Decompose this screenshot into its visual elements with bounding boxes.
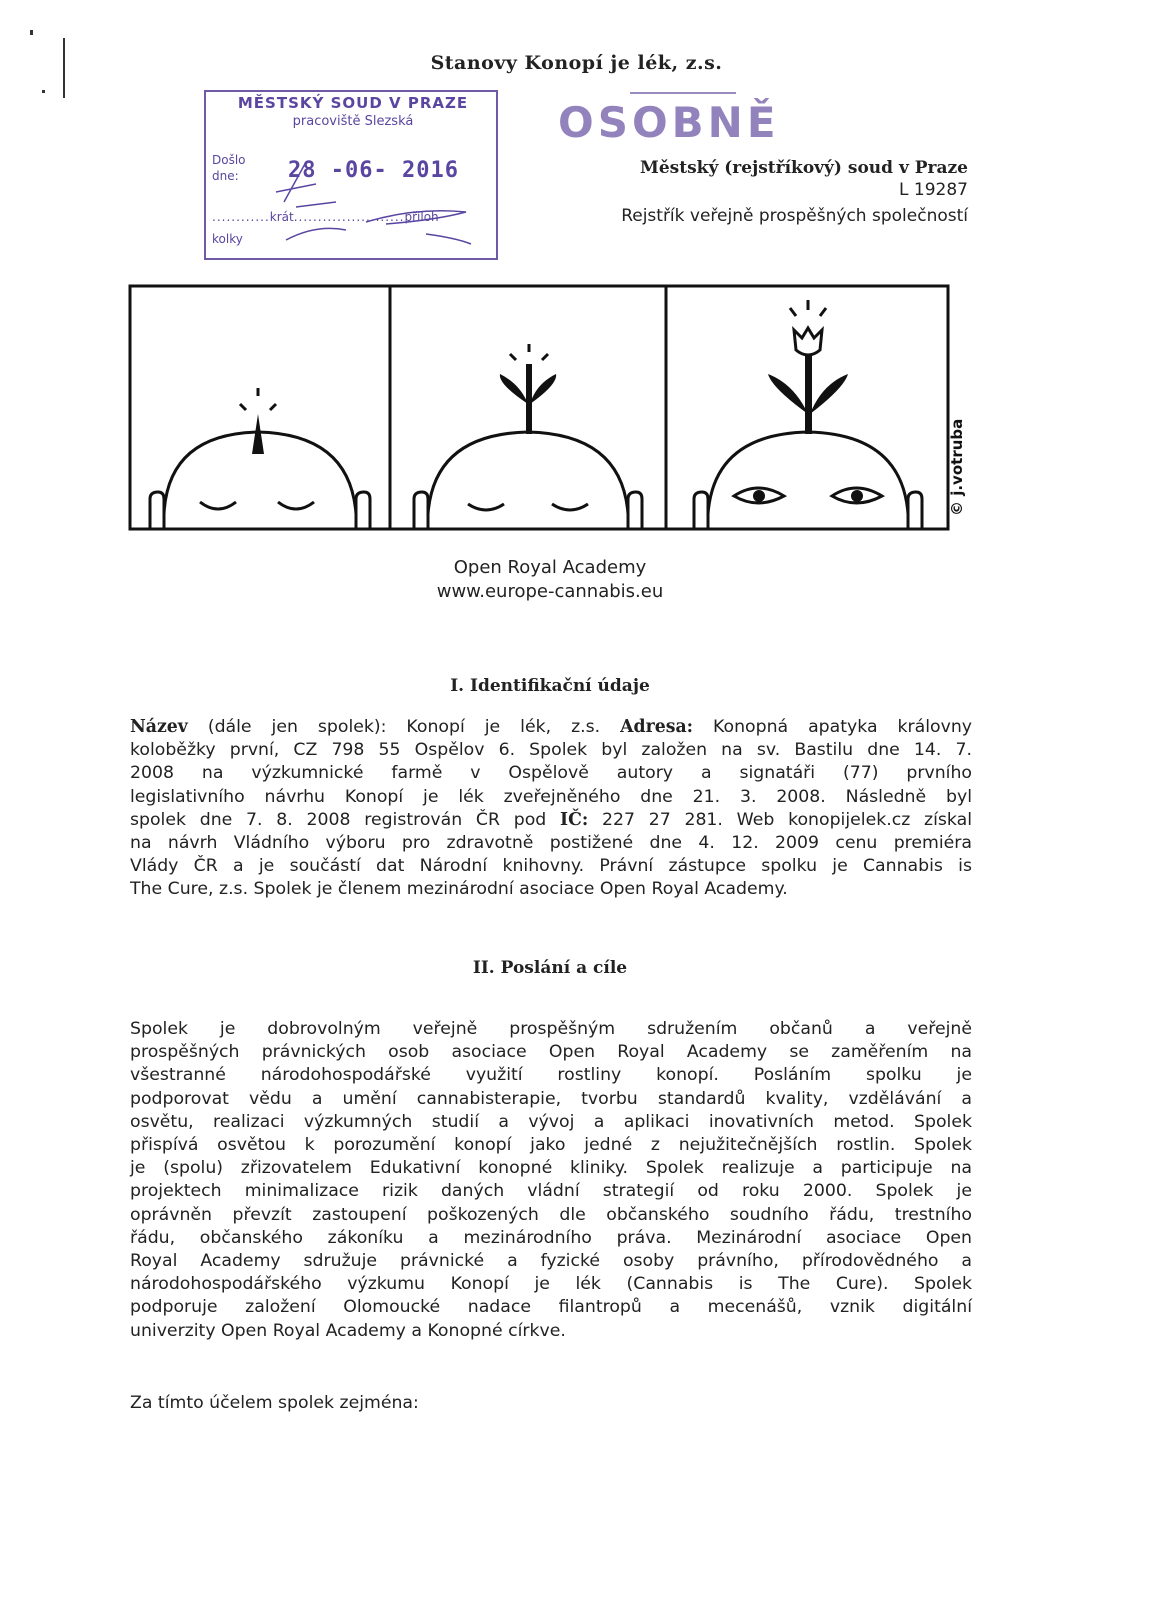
label-address: Adresa: — [620, 717, 694, 737]
comic-strip — [128, 284, 966, 532]
paragraph-line: Název (dále jen spolek): Konopí je lék, z.s. Adresa: Konopná apatyka královny — [130, 717, 972, 737]
comic-panel-1 — [150, 388, 370, 529]
paragraph-line: Royal Academy sdružuje právnické a fyzické osoby právního, přírodovědného a — [130, 1251, 972, 1272]
paragraph-line: Vlády ČR a je součástí dat Národní knihovny. Právní zástupce spolku je Cannabis is — [130, 856, 972, 877]
paragraph-line: řádu, občanského zákoníku a mezinárodního práva. Mezinárodní asociace Open — [130, 1227, 972, 1248]
paragraph-line: podporuje založení Olomoucké nadace filantropů a mecenášů, vznik digitální — [130, 1297, 972, 1318]
paragraph-line: na návrh Vládního výboru pro zdravotně postižené dne 4. 12. 2009 cenu premiéra — [130, 833, 972, 854]
academy-name: Open Royal Academy — [453, 557, 647, 578]
section-1-paragraph — [130, 716, 972, 902]
stamp-copies-label: krát — [269, 210, 294, 224]
paragraph-line: národohospodářského výzkumu Konopí je lék (Cannabis is The Cure). Spolek — [130, 1274, 972, 1295]
paragraph-line: spolek dne 7. 8. 2008 registrován ČR pod IČ: 227 27 281. Web konopijelek.cz získal — [130, 809, 972, 830]
paragraph-line: Spolek je dobrovolným veřejně prospěšným sdružením občanů a veřejně — [130, 1019, 972, 1039]
margin-mark — [30, 30, 33, 35]
paragraph-line: podporovat vědu a umění cannabisterapie, tvorbu standardů kvality, vzdělávání a — [130, 1088, 972, 1109]
academy-url: www.europe-cannabis.eu — [436, 581, 664, 602]
paragraph-line: oprávněn převzít zastoupení poškozených dle občanského soudního řádu, trestního — [130, 1204, 972, 1225]
document-title: Stanovy Konopí je lék, z.s. — [430, 52, 723, 74]
paragraph-line: univerzity Open Royal Academy a Konopné církve. — [130, 1320, 566, 1341]
section-heading-1: I. Identifikační údaje — [450, 676, 650, 696]
personal-delivery-stamp: OSOBNĚ — [558, 98, 780, 147]
stamp-stamps-label: kolky — [212, 232, 243, 246]
paragraph-line: prospěšných právnických osob asociace Open Royal Academy se zaměřením na — [130, 1042, 972, 1063]
paragraph-line: projektech minimalizace rizik daných vládní strategií od roku 2000. Spolek je — [130, 1181, 972, 1202]
court-receipt-stamp — [204, 90, 498, 260]
comic-panel-2 — [414, 344, 642, 529]
closing-line: Za tímto účelem spolek zejména: — [130, 1393, 419, 1413]
paragraph-line: osvětu, realizaci výzkumných studií a vývoj a aplikaci inovativních metod. Spolek — [130, 1111, 972, 1132]
comic-signature: © j.votruba — [948, 418, 966, 516]
stamp-received-label: Došlo dne: — [212, 153, 246, 183]
stamp-copies-row: ............krát.......................příloh — [212, 210, 439, 224]
court-name: Městský (rejstříkový) soud v Praze — [640, 158, 968, 178]
court-file-number: L 19287 — [899, 180, 968, 200]
comic-panel-3 — [694, 300, 966, 529]
section-heading-2: II. Poslání a cíle — [472, 958, 628, 978]
academy-block — [0, 556, 1100, 604]
paragraph-line: legislativního návrhu Konopí je lék zveřejněného dne 21. 3. 2008. Následně byl — [130, 786, 972, 807]
paragraph-line: je (spolu) zřizovatelem Edukativní konopné kliniky. Spolek realizuje a participuje na — [130, 1158, 972, 1179]
stamp-line — [630, 92, 736, 94]
court-register: Rejstřík veřejně prospěšných společností — [621, 206, 968, 226]
paragraph-line: všestranné národohospodářské využití rostliny konopí. Posláním spolku je — [130, 1065, 972, 1086]
stamp-branch: pracoviště Slezská — [292, 114, 414, 129]
paragraph-line: přispívá osvětou k porozumění konopí jako jedné z nejužitečnějších rostlin. Spolek — [130, 1135, 972, 1156]
paragraph-line: 2008 na výzkumnické farmě v Ospělově autory a signatáři (77) prvního — [130, 763, 972, 784]
margin-mark — [42, 90, 45, 93]
stamp-date: 28 -06- 2016 — [288, 158, 459, 183]
section-2-paragraph — [130, 1018, 972, 1343]
handwritten-signature — [266, 152, 496, 252]
stamp-court-name: MĚSTSKÝ SOUD V PRAZE — [237, 94, 469, 112]
label-ic: IČ: — [560, 809, 589, 830]
paragraph-line: The Cure, z.s. Spolek je členem mezinárodní asociace Open Royal Academy. — [130, 879, 788, 900]
stamp-attachments-label: příloh — [404, 210, 439, 224]
paragraph-line: koloběžky první, CZ 798 55 Ospělov 6. Spolek byl založen na sv. Bastilu dne 14. 7. — [130, 740, 972, 761]
label-name: Název — [130, 717, 188, 737]
